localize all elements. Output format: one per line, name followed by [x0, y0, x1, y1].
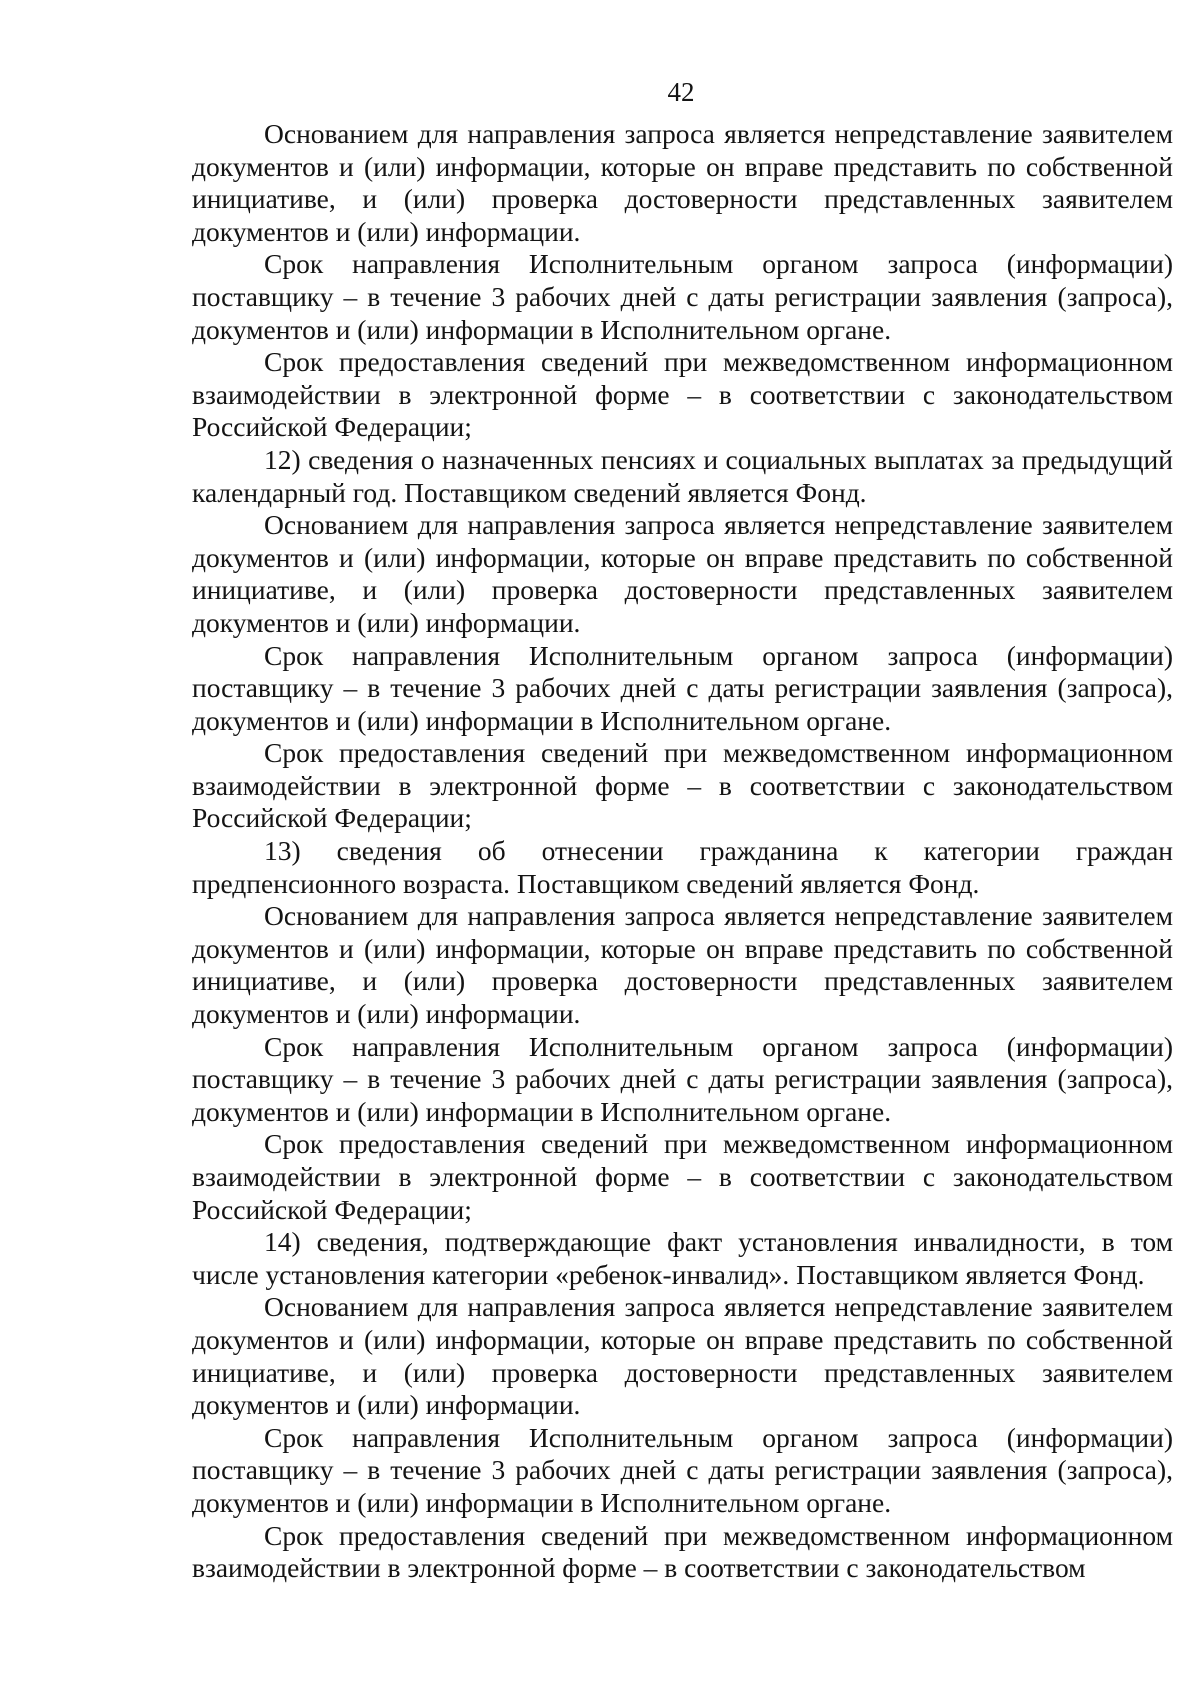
paragraph-request-deadline-3: Срок направления Исполнительным органом запроса (информации) поставщику – в течение 3 рабочих дней с даты регистрации заявления (запроса), документов и (или) информации в Исполнительном органе.: [192, 1030, 1173, 1127]
paragraph-basis-2: Основанием для направления запроса является непредставление заявителем документов и (или) информации, которые он вправе представить по собственной инициативе, и (или) проверка достоверности представленных заявителем документов и (или) информации.: [192, 509, 1173, 638]
paragraph-request-deadline-1: Срок направления Исполнительным органом запроса (информации) поставщику – в течение 3 рабочих дней с даты регистрации заявления (запроса), документов и (или) информации в Исполнительном органе.: [192, 248, 1173, 345]
paragraph-request-deadline-4: Срок направления Исполнительным органом запроса (информации) поставщику – в течение 3 рабочих дней с даты регистрации заявления (запроса), документов и (или) информации в Исполнительном органе.: [192, 1421, 1173, 1518]
paragraph-basis-3: Основанием для направления запроса является непредставление заявителем документов и (или) информации, которые он вправе представить по собственной инициативе, и (или) проверка достоверности представленных заявителем документов и (или) информации.: [192, 900, 1173, 1030]
paragraph-basis-4: Основанием для направления запроса является непредставление заявителем документов и (или) информации, которые он вправе представить по собственной инициативе, и (или) проверка достоверности представленных заявителем документов и (или) информации.: [192, 1291, 1173, 1421]
list-item-12: 12) сведения о назначенных пенсиях и социальных выплатах за предыдущий календарный год. Поставщиком сведений является Фонд.: [192, 443, 1173, 508]
list-item-13: 13) сведения об отнесении гражданина к категории граждан предпенсионного возраста. Поставщиком сведений является Фонд.: [192, 835, 1173, 899]
paragraph-info-deadline-4: Срок предоставления сведений при межведомственном информационном взаимодействии в электронной форме – в соответствии с законодательством: [192, 1519, 1173, 1584]
paragraph-info-deadline-1: Срок предоставления сведений при межведомственном информационном взаимодействии в электронной форме – в соответствии с законодательством Российской Федерации;: [192, 346, 1173, 443]
paragraph-basis-1: Основанием для направления запроса является непредставление заявителем документов и (или) информации, которые он вправе представить по собственной инициативе, и (или) проверка достоверности представленных заявителем документов и (или) информации.: [192, 118, 1173, 247]
paragraph-request-deadline-2: Срок направления Исполнительным органом запроса (информации) поставщику – в течение 3 рабочих дней с даты регистрации заявления (запроса), документов и (или) информации в Исполнительном органе.: [192, 639, 1173, 736]
paragraph-info-deadline-2: Срок предоставления сведений при межведомственном информационном взаимодействии в электронной форме – в соответствии с законодательством Российской Федерации;: [192, 737, 1173, 834]
list-item-14: 14) сведения, подтверждающие факт установления инвалидности, в том числе установления категории «ребенок-инвалид». Поставщиком является Фонд.: [192, 1226, 1173, 1290]
page-number: 42: [667, 77, 695, 107]
paragraph-info-deadline-3: Срок предоставления сведений при межведомственном информационном взаимодействии в электронной форме – в соответствии с законодательством Российской Федерации;: [192, 1128, 1173, 1225]
document-body: [192, 118, 1173, 1585]
